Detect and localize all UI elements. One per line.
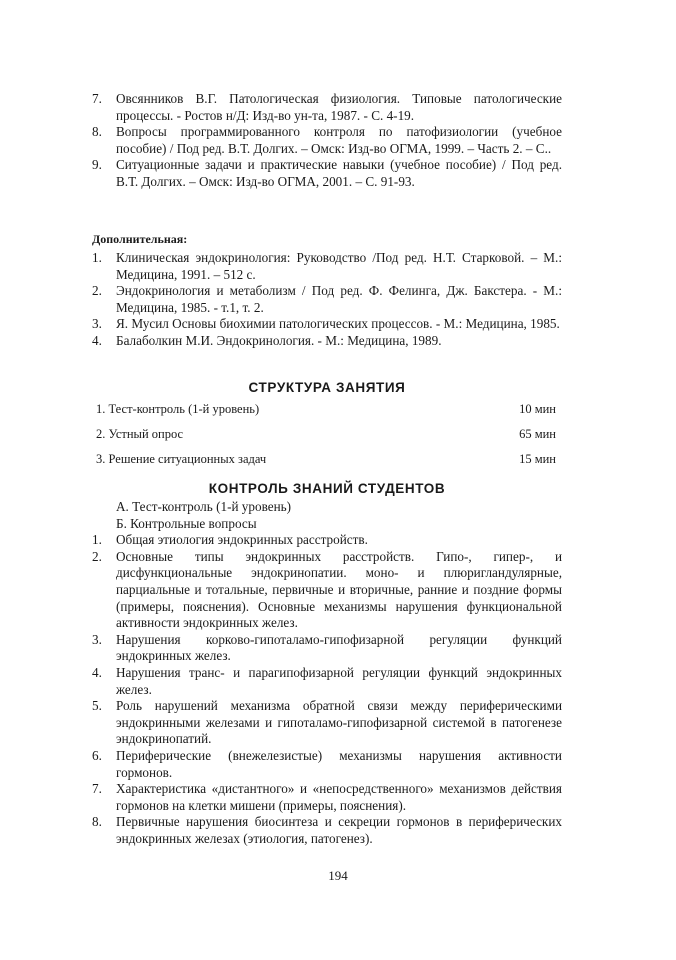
structure-row-label: 1. Тест-контроль (1-й уровень) (96, 402, 260, 416)
list-item-text: Овсянников В.Г. Патологическая физиология. Типовые патологические процессы. - Ростов н/Д: Изд-во ун-та, 1987. - С. 4-19. (116, 91, 562, 123)
lesson-structure-title: СТРУКТУРА ЗАНЯТИЯ (248, 380, 406, 395)
structure-row-time: 10 мин (519, 402, 556, 416)
list-item-number: 8. (92, 124, 102, 140)
list-item (92, 781, 562, 814)
list-item-number: 1. (92, 250, 102, 265)
list-item (92, 250, 562, 283)
list-item-number: 6. (92, 747, 102, 763)
list-item (92, 698, 562, 748)
list-item-number: 3. (92, 316, 102, 332)
list-item-text: Характеристика «дистантного» и «непосредственного» механизмов действия гормонов на клетки мишени (примеры, пояснения). (116, 781, 562, 813)
list-item-text: Балаболкин М.И. Эндокринология. - М.: Медицина, 1989. (116, 332, 442, 348)
list-item-text: Нарушения транс- и парагипофизарной регуляции функций эндокринных желез. (116, 664, 562, 697)
list-item-text: Общая этиология эндокринных расстройств. (116, 532, 368, 548)
list-item (92, 91, 562, 124)
additional-literature-heading: Дополнительная: (92, 232, 188, 246)
additional-literature-section (92, 232, 562, 350)
lesson-structure-table (96, 402, 556, 477)
list-item-text: Я. Мусил Основы биохимии патологических процессов. - М.: Медицина, 1985. (116, 316, 560, 332)
structure-row (96, 402, 556, 427)
structure-row (96, 427, 556, 452)
list-item-number: 4. (92, 664, 102, 680)
control-subheading-b: Б. Контрольные вопросы (116, 515, 257, 531)
references-main-list (92, 91, 562, 191)
structure-row-time: 15 мин (519, 452, 556, 466)
list-item-number: 9. (92, 157, 102, 173)
structure-row-label: 3. Решение ситуационных задач (96, 452, 267, 466)
list-item-text: Ситуационные задачи и практические навыки (учебное пособие) / Под ред. В.Т. Долгих. – Омск: Изд-во ОГМА, 2001. – С. 91-93. (116, 157, 562, 189)
list-item-number: 7. (92, 781, 102, 797)
list-item-number: 1. (92, 532, 102, 548)
additional-literature-list (92, 250, 562, 350)
list-item-number: 7. (92, 91, 102, 106)
structure-row-time: 65 мин (519, 427, 556, 441)
list-item-text: Периферические (внежелезистые) механизмы нарушения активности гормонов. (116, 747, 562, 780)
list-item (92, 748, 562, 781)
knowledge-control-section (92, 499, 562, 847)
structure-row-label: 2. Устный опрос (96, 427, 184, 441)
list-item (92, 283, 562, 316)
list-item-text: Эндокринология и метаболизм / Под ред. Ф. Фелинга, Дж. Бакстера. - М.: Медицина, 1985. - т.1, т. 2. (116, 283, 562, 315)
list-item (92, 532, 562, 549)
list-item-text: Нарушения корково-гипоталамо-гипофизарной регуляции функций эндокринных желез. (116, 631, 562, 664)
list-item-text: Роль нарушений механизма обратной связи между периферическими эндокринными железами и гипоталамо-гипофизарной системой в патогенезе эндокринопатий. (116, 698, 562, 747)
list-item-number: 2. (92, 283, 102, 299)
list-item (92, 157, 562, 190)
list-item (92, 333, 562, 350)
list-item-text: Первичные нарушения биосинтеза и секреции гормонов в периферических эндокринных железах (этиология, патогенез). (116, 814, 562, 846)
list-item (92, 814, 562, 847)
list-item (92, 124, 562, 157)
control-questions-list (92, 532, 562, 847)
control-subheading-a: А. Тест-контроль (1-й уровень) (116, 499, 292, 514)
list-item (92, 665, 562, 698)
list-item-text: Вопросы программированного контроля по патофизиологии (учебное пособие) / Под ред. В.Т. Долгих. – Омск: Изд-во ОГМА, 1999. – Часть 2. – С.. (116, 124, 562, 156)
list-item-number: 2. (92, 548, 102, 564)
list-item-number: 5. (92, 698, 102, 714)
list-item (92, 549, 562, 632)
page-number: 194 (328, 868, 348, 883)
list-item (92, 632, 562, 665)
knowledge-control-title: КОНТРОЛЬ ЗНАНИЙ СТУДЕНТОВ (208, 481, 446, 496)
list-item-number: 4. (92, 332, 102, 348)
list-item-number: 8. (92, 814, 102, 830)
list-item-text: Клиническая эндокринология: Руководство /Под ред. Н.Т. Старковой. – М.: Медицина, 1991. – 512 с. (116, 250, 562, 282)
list-item-text: Основные типы эндокринных расстройств. Гипо-, гипер-, и дисфункциональные эндокринопатии. моно- и плюригландулярные, парциальные и тотальные, первичные и вторичные, ранние и поздние формы (примеры, пояснения). Основные механизмы нарушения функциональной активности эндокринных желез. (116, 548, 562, 631)
list-item-number: 3. (92, 631, 102, 647)
list-item (92, 316, 562, 333)
structure-row (96, 452, 556, 477)
